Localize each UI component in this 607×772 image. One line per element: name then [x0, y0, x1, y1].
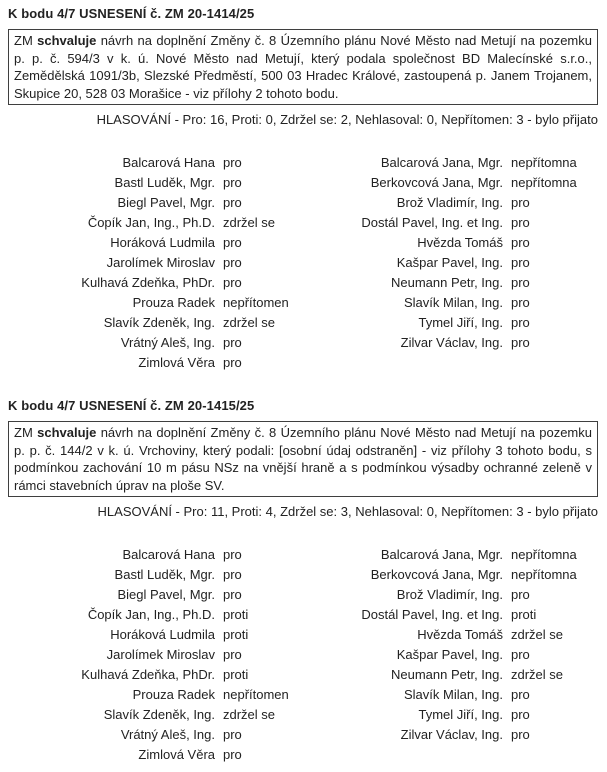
vote-row [8, 605, 303, 625]
vote-row [8, 585, 303, 605]
vote-row [8, 353, 303, 373]
vote-row [8, 213, 303, 233]
votes-column-left [8, 545, 303, 765]
vote-row [303, 605, 598, 625]
vote-row [303, 153, 598, 173]
vote-value: proti [223, 667, 249, 682]
voter-name: Horáková Ludmila [110, 627, 215, 642]
voter-name: Bastl Luděk, Mgr. [114, 175, 215, 190]
voter-name: Kašpar Pavel, Ing. [396, 647, 503, 662]
section-heading: K bodu 4/7 USNESENÍ č. ZM 20-1414/25 [8, 6, 255, 21]
vote-row [8, 193, 303, 213]
vote-value: pro [223, 155, 242, 170]
vote-value: nepřítomna [511, 567, 577, 582]
resolution-verb: schvaluje [37, 33, 97, 48]
voter-name: Čopík Jan, Ing., Ph.D. [87, 215, 215, 230]
voter-name: Tymel Jiří, Ing. [418, 315, 503, 330]
sections-container [8, 6, 598, 765]
vote-value: pro [223, 567, 242, 582]
resolution-verb: schvaluje [37, 425, 97, 440]
vote-row [303, 645, 598, 665]
vote-row [8, 645, 303, 665]
voting-table [8, 545, 598, 765]
vote-value: pro [511, 315, 530, 330]
vote-row [303, 333, 598, 353]
vote-row [8, 705, 303, 725]
voter-name: Balcarová Hana [122, 547, 215, 562]
vote-row [8, 333, 303, 353]
resolution-section [8, 6, 598, 373]
voter-name: Vrátný Aleš, Ing. [120, 335, 215, 350]
vote-value: pro [223, 587, 242, 602]
vote-value: pro [223, 747, 242, 762]
voter-name: Bastl Luděk, Mgr. [114, 567, 215, 582]
vote-value: nepřítomna [511, 175, 577, 190]
vote-row [303, 213, 598, 233]
voter-name: Tymel Jiří, Ing. [418, 707, 503, 722]
voter-name: Berkovcová Jana, Mgr. [370, 175, 503, 190]
voter-name: Vrátný Aleš, Ing. [120, 727, 215, 742]
vote-value: pro [223, 195, 242, 210]
vote-value: pro [511, 275, 530, 290]
vote-row [8, 173, 303, 193]
vote-value: pro [223, 175, 242, 190]
vote-row [8, 685, 303, 705]
voting-summary: HLASOVÁNÍ - Pro: 16, Proti: 0, Zdržel se: 2, Nehlasoval: 0, Nepřítomen: 3 - bylo přijato [96, 112, 598, 127]
vote-row [8, 665, 303, 685]
vote-row [8, 725, 303, 745]
vote-value: nepřítomen [223, 687, 289, 702]
voter-name: Dostál Pavel, Ing. et Ing. [361, 607, 503, 622]
vote-row [303, 173, 598, 193]
vote-value: zdržel se [511, 667, 564, 682]
vote-value: pro [223, 235, 242, 250]
vote-row [8, 253, 303, 273]
voter-name: Neumann Petr, Ing. [390, 275, 503, 290]
vote-row [303, 625, 598, 645]
voter-name: Biegl Pavel, Mgr. [117, 587, 215, 602]
vote-value: pro [511, 195, 530, 210]
voter-name: Slavík Milan, Ing. [404, 687, 503, 702]
voter-name: Prouza Radek [132, 687, 215, 702]
voter-name: Zimlová Věra [138, 355, 215, 370]
vote-row [8, 545, 303, 565]
vote-row [8, 565, 303, 585]
vote-value: zdržel se [223, 707, 276, 722]
voter-name: Čopík Jan, Ing., Ph.D. [87, 607, 215, 622]
voter-name: Zimlová Věra [138, 747, 215, 762]
vote-row [8, 233, 303, 253]
voter-name: Balcarová Jana, Mgr. [380, 547, 503, 562]
voting-summary: HLASOVÁNÍ - Pro: 11, Proti: 4, Zdržel se: 3, Nehlasoval: 0, Nepřítomen: 3 - bylo přijato [97, 504, 598, 519]
vote-row [303, 313, 598, 333]
resolution-text [14, 32, 592, 102]
vote-value: pro [511, 215, 530, 230]
vote-value: nepřítomna [511, 155, 577, 170]
vote-row [303, 565, 598, 585]
vote-row [303, 725, 598, 745]
vote-value: pro [511, 727, 530, 742]
voter-name: Brož Vladimír, Ing. [396, 587, 503, 602]
voter-name: Slavík Zdeněk, Ing. [103, 315, 215, 330]
voter-name: Kašpar Pavel, Ing. [396, 255, 503, 270]
vote-row [303, 545, 598, 565]
vote-value: pro [511, 235, 530, 250]
votes-column-left [8, 153, 303, 373]
vote-value: pro [511, 647, 530, 662]
voter-name: Berkovcová Jana, Mgr. [370, 567, 503, 582]
vote-value: pro [223, 547, 242, 562]
vote-value: zdržel se [511, 627, 564, 642]
resolution-text [14, 424, 592, 494]
vote-value: pro [223, 275, 242, 290]
vote-value: proti [511, 607, 537, 622]
vote-value: proti [223, 627, 249, 642]
voter-name: Brož Vladimír, Ing. [396, 195, 503, 210]
vote-row [303, 585, 598, 605]
vote-row [303, 665, 598, 685]
vote-value: proti [223, 607, 249, 622]
vote-row [303, 193, 598, 213]
vote-row [8, 293, 303, 313]
vote-row [303, 293, 598, 313]
resolution-rest: návrh na doplnění Změny č. 8 Územního plánu Nové Město nad Metují na pozemku p. p. č. 594/3 v k. ú. Nové Město nad Metují, který podala společnost BD Malecínské s.r.o., Zemědělská 1091/3b, Slezské Předměstí, 500 03 Hradec Králové, zastoupená p. Janem Trojanem, Skupice 20, 528 03 Morašice - viz přílohy 2 tohoto bodu. [14, 33, 592, 101]
vote-value: nepřítomen [223, 295, 289, 310]
vote-value: pro [223, 355, 242, 370]
votes-column-right [303, 153, 598, 373]
voter-name: Zilvar Václav, Ing. [400, 727, 503, 742]
resolution-prefix: ZM [14, 425, 38, 440]
voter-name: Hvězda Tomáš [417, 235, 503, 250]
voter-name: Slavík Milan, Ing. [404, 295, 503, 310]
voter-name: Jarolímek Miroslav [106, 647, 215, 662]
voting-table [8, 153, 598, 373]
voter-name: Prouza Radek [132, 295, 215, 310]
vote-value: pro [223, 335, 242, 350]
vote-row [8, 745, 303, 765]
resolution-box [8, 29, 598, 105]
vote-value: pro [511, 707, 530, 722]
voter-name: Horáková Ludmila [110, 235, 215, 250]
voter-name: Balcarová Jana, Mgr. [380, 155, 503, 170]
voter-name: Zilvar Václav, Ing. [400, 335, 503, 350]
voter-name: Neumann Petr, Ing. [390, 667, 503, 682]
vote-row [303, 705, 598, 725]
vote-row [8, 313, 303, 333]
vote-value: pro [223, 255, 242, 270]
voter-name: Biegl Pavel, Mgr. [117, 195, 215, 210]
vote-value: pro [511, 587, 530, 602]
vote-value: pro [511, 255, 530, 270]
vote-value: pro [223, 647, 242, 662]
vote-value: pro [511, 295, 530, 310]
vote-row [8, 273, 303, 293]
vote-value: zdržel se [223, 215, 276, 230]
voter-name: Balcarová Hana [122, 155, 215, 170]
voter-name: Hvězda Tomáš [417, 627, 503, 642]
vote-row [303, 253, 598, 273]
resolution-prefix: ZM [14, 33, 38, 48]
vote-value: pro [511, 335, 530, 350]
resolution-rest: návrh na doplnění Změny č. 8 Územního plánu Nové Město nad Metují na pozemku p. p. č. 144/2 v k. ú. Vrchoviny, který podali: [osobní údaj odstraněn] - viz přílohy 3 tohoto bodu, s podmínkou zachování 10 m pásu NSz na vnější hraně a s podmínkou výsadby ochranné zeleně v rámci stavebních úprav na ploše SV. [14, 425, 592, 493]
resolution-section [8, 398, 598, 765]
votes-column-right [303, 545, 598, 765]
vote-value: zdržel se [223, 315, 276, 330]
voter-name: Jarolímek Miroslav [106, 255, 215, 270]
section-heading: K bodu 4/7 USNESENÍ č. ZM 20-1415/25 [8, 398, 255, 413]
vote-row [8, 153, 303, 173]
voter-name: Slavík Zdeněk, Ing. [103, 707, 215, 722]
vote-value: pro [223, 727, 242, 742]
vote-value: pro [511, 687, 530, 702]
voter-name: Kulhavá Zdeňka, PhDr. [81, 275, 215, 290]
vote-row [303, 233, 598, 253]
vote-row [303, 685, 598, 705]
vote-row [303, 273, 598, 293]
voter-name: Dostál Pavel, Ing. et Ing. [361, 215, 503, 230]
vote-row [8, 625, 303, 645]
voter-name: Kulhavá Zdeňka, PhDr. [81, 667, 215, 682]
vote-value: nepřítomna [511, 547, 577, 562]
resolution-box [8, 421, 598, 497]
